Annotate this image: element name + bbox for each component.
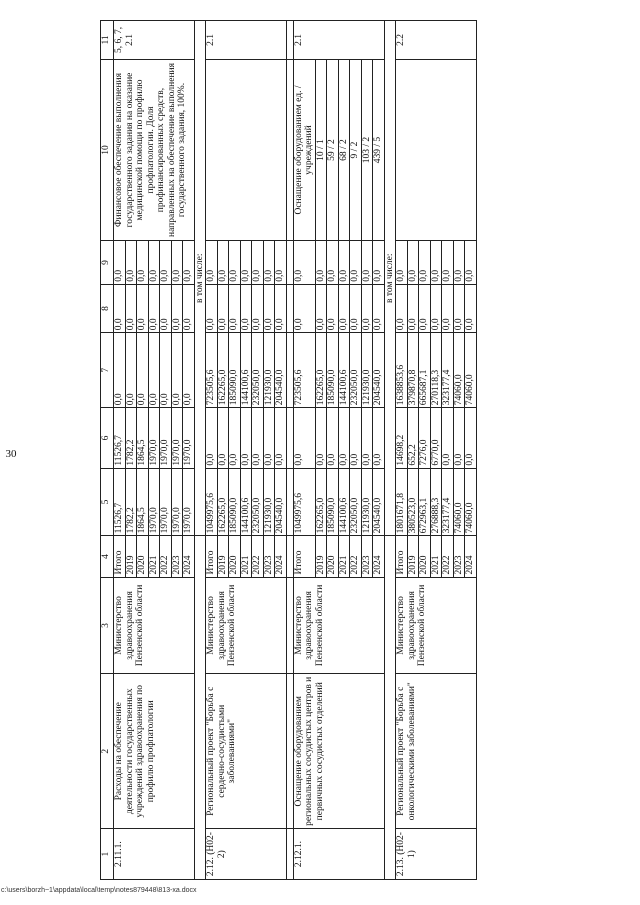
indicator-value: 68 / 2 bbox=[338, 59, 350, 240]
amount-cell: 1049975,6 bbox=[206, 468, 218, 536]
year-cell: 2020 bbox=[327, 536, 339, 577]
amount-cell: 0,0 bbox=[229, 408, 241, 468]
year-cell: 2024 bbox=[183, 536, 195, 577]
amount-cell: 0,0 bbox=[373, 284, 385, 332]
table-body bbox=[114, 21, 477, 880]
amount-cell: 162265,0 bbox=[315, 468, 327, 536]
amount-cell: 0,0 bbox=[373, 408, 385, 468]
amount-cell: 0,0 bbox=[183, 333, 195, 408]
amount-cell: 652,2 bbox=[407, 408, 419, 468]
amount-cell: 144100,6 bbox=[338, 468, 350, 536]
amount-cell: 0,0 bbox=[373, 241, 385, 285]
year-cell: 2023 bbox=[453, 536, 465, 577]
amount-cell: 74060,0 bbox=[465, 333, 477, 408]
amount-cell: 0,0 bbox=[293, 408, 315, 468]
amount-cell: 74060,0 bbox=[453, 333, 465, 408]
year-cell: 2020 bbox=[419, 536, 431, 577]
reference-cell: 2.2 bbox=[396, 21, 477, 60]
amount-cell: 0,0 bbox=[465, 284, 477, 332]
subtotal-label: в том числе: bbox=[194, 21, 206, 536]
indicator-cell bbox=[206, 59, 287, 240]
indicator-value: 59 / 2 bbox=[327, 59, 339, 240]
amount-cell: 0,0 bbox=[206, 241, 218, 285]
amount-cell: 0,0 bbox=[217, 241, 229, 285]
amount-cell: 1970,0 bbox=[171, 468, 183, 536]
amount-cell: 0,0 bbox=[453, 408, 465, 468]
amount-cell: 1970,0 bbox=[171, 408, 183, 468]
spacer-cell bbox=[286, 59, 293, 240]
year-cell: Итого bbox=[396, 536, 408, 577]
item-executor: Министерство здравоохранения Пензенской области bbox=[114, 577, 195, 674]
amount-cell: 0,0 bbox=[315, 241, 327, 285]
indicator-value: 9 / 2 bbox=[350, 59, 362, 240]
subtotal-row bbox=[384, 21, 396, 880]
subtotal-pad bbox=[194, 536, 206, 880]
amount-cell: 672963,1 bbox=[419, 468, 431, 536]
amount-cell: 0,0 bbox=[315, 284, 327, 332]
amount-cell: 0,0 bbox=[419, 241, 431, 285]
item-name: Расходы на обеспечение деятельности государственных учреждений здравоохранения по профилю профпатологии bbox=[114, 674, 195, 829]
amount-cell: 1638853,6 bbox=[396, 333, 408, 408]
amount-cell: 185090,0 bbox=[229, 333, 241, 408]
amount-cell: 185090,0 bbox=[327, 333, 339, 408]
spacer-cell bbox=[286, 408, 293, 468]
amount-cell: 276888,3 bbox=[430, 468, 442, 536]
amount-cell: 0,0 bbox=[137, 333, 149, 408]
amount-cell: 0,0 bbox=[114, 333, 126, 408]
header-cell: 4 bbox=[101, 536, 114, 577]
amount-cell: 14698,2 bbox=[396, 408, 408, 468]
amount-cell: 121930,0 bbox=[263, 468, 275, 536]
amount-cell: 0,0 bbox=[407, 241, 419, 285]
indicator-cell: Финансовое обеспечение выполнения государственного задания на оказание медицинской помощи по профилю профпатологии. Доля профинансированных средств, направленных на обеспечение выполнения государственного задания, 100%. bbox=[114, 59, 195, 240]
amount-cell: 0,0 bbox=[240, 241, 252, 285]
amount-cell: 0,0 bbox=[160, 241, 172, 285]
reference-cell: 2.1 bbox=[293, 21, 384, 60]
amount-cell: 74060,0 bbox=[453, 468, 465, 536]
amount-cell: 185090,0 bbox=[229, 468, 241, 536]
amount-cell: 0,0 bbox=[350, 284, 362, 332]
spacer-cell bbox=[286, 284, 293, 332]
header-cell: 11 bbox=[101, 21, 114, 60]
item-executor: Министерство здравоохранения Пензенской области bbox=[396, 577, 477, 674]
amount-cell: 121930,0 bbox=[361, 333, 373, 408]
amount-cell: 0,0 bbox=[171, 284, 183, 332]
amount-cell: 0,0 bbox=[275, 284, 287, 332]
year-cell: Итого bbox=[293, 536, 315, 577]
year-cell: 2022 bbox=[252, 536, 264, 577]
amount-cell: 0,0 bbox=[160, 333, 172, 408]
amount-cell: 0,0 bbox=[114, 241, 126, 285]
amount-cell: 1970,0 bbox=[183, 468, 195, 536]
amount-cell: 11526,7 bbox=[114, 468, 126, 536]
amount-cell: 0,0 bbox=[125, 284, 137, 332]
spacer-cell bbox=[286, 21, 293, 60]
amount-cell: 0,0 bbox=[217, 284, 229, 332]
amount-cell: 0,0 bbox=[125, 333, 137, 408]
amount-cell: 0,0 bbox=[361, 284, 373, 332]
amount-cell: 0,0 bbox=[240, 408, 252, 468]
year-cell: Итого bbox=[114, 536, 126, 577]
indicator-value: 439 / 5 bbox=[373, 59, 385, 240]
item-number: 2.11.1. bbox=[114, 829, 195, 880]
amount-cell: 0,0 bbox=[171, 241, 183, 285]
header-cell: 3 bbox=[101, 577, 114, 674]
amount-cell: 1049975,6 bbox=[293, 468, 315, 536]
spacer-cell bbox=[286, 536, 293, 577]
amount-cell: 162265,0 bbox=[315, 333, 327, 408]
amount-cell: 0,0 bbox=[263, 408, 275, 468]
amount-cell: 0,0 bbox=[240, 284, 252, 332]
header-cell: 9 bbox=[101, 241, 114, 285]
amount-cell: 0,0 bbox=[442, 408, 454, 468]
amount-cell: 0,0 bbox=[338, 241, 350, 285]
year-cell: 2022 bbox=[160, 536, 172, 577]
amount-cell: 0,0 bbox=[453, 241, 465, 285]
spacer-cell bbox=[286, 829, 293, 880]
year-cell: 2021 bbox=[240, 536, 252, 577]
amount-cell: 1970,0 bbox=[148, 468, 160, 536]
amount-cell: 0,0 bbox=[407, 284, 419, 332]
amount-cell: 162265,0 bbox=[217, 468, 229, 536]
amount-cell: 0,0 bbox=[442, 241, 454, 285]
amount-cell: 0,0 bbox=[206, 408, 218, 468]
subtotal-row bbox=[194, 21, 206, 880]
year-cell: 2019 bbox=[217, 536, 229, 577]
table-row bbox=[206, 21, 218, 880]
amount-cell: 0,0 bbox=[252, 241, 264, 285]
amount-cell: 162265,0 bbox=[217, 333, 229, 408]
amount-cell: 185090,0 bbox=[327, 468, 339, 536]
amount-cell: 0,0 bbox=[263, 284, 275, 332]
amount-cell: 0,0 bbox=[327, 284, 339, 332]
amount-cell: 0,0 bbox=[217, 408, 229, 468]
amount-cell: 0,0 bbox=[350, 408, 362, 468]
amount-cell: 0,0 bbox=[148, 333, 160, 408]
amount-cell: 0,0 bbox=[453, 284, 465, 332]
amount-cell: 6770,0 bbox=[430, 408, 442, 468]
subtotal-pad bbox=[384, 536, 396, 880]
amount-cell: 7276,0 bbox=[419, 408, 431, 468]
amount-cell: 723505,6 bbox=[206, 333, 218, 408]
item-number: 2.12.1. bbox=[293, 829, 384, 880]
amount-cell: 1864,5 bbox=[137, 408, 149, 468]
amount-cell: 1970,0 bbox=[160, 468, 172, 536]
amount-cell: 0,0 bbox=[171, 333, 183, 408]
amount-cell: 204540,0 bbox=[275, 468, 287, 536]
year-cell: 2019 bbox=[315, 536, 327, 577]
amount-cell: 0,0 bbox=[315, 408, 327, 468]
footer-file-path: c:\users\borzh~1\appdata\local\temp\notes879448\813-xa.docx bbox=[1, 887, 197, 894]
amount-cell: 0,0 bbox=[465, 241, 477, 285]
item-name: Региональный проект "Борьба с сердечно-сосудистыми заболеваниями" bbox=[206, 674, 287, 829]
header-cell: 2 bbox=[101, 674, 114, 829]
table-row bbox=[114, 21, 126, 880]
year-cell: 2023 bbox=[171, 536, 183, 577]
amount-cell: 1970,0 bbox=[160, 408, 172, 468]
program-table bbox=[100, 20, 477, 880]
header-cell: 10 bbox=[101, 59, 114, 240]
amount-cell: 0,0 bbox=[148, 284, 160, 332]
page-number: 30 bbox=[5, 448, 17, 460]
spacer-cell bbox=[286, 333, 293, 408]
amount-cell: 0,0 bbox=[465, 408, 477, 468]
amount-cell: 0,0 bbox=[361, 241, 373, 285]
amount-cell: 1782,2 bbox=[125, 408, 137, 468]
amount-cell: 74060,0 bbox=[465, 468, 477, 536]
amount-cell: 0,0 bbox=[137, 284, 149, 332]
indicator-cell bbox=[396, 59, 477, 240]
year-cell: 2021 bbox=[430, 536, 442, 577]
year-cell: 2020 bbox=[229, 536, 241, 577]
amount-cell: 665687,1 bbox=[419, 333, 431, 408]
amount-cell: 0,0 bbox=[396, 284, 408, 332]
year-cell: 2021 bbox=[338, 536, 350, 577]
amount-cell: 0,0 bbox=[327, 241, 339, 285]
amount-cell: 0,0 bbox=[350, 241, 362, 285]
amount-cell: 0,0 bbox=[252, 408, 264, 468]
year-cell: 2021 bbox=[148, 536, 160, 577]
amount-cell: 0,0 bbox=[275, 241, 287, 285]
amount-cell: 121930,0 bbox=[263, 333, 275, 408]
year-cell: 2023 bbox=[263, 536, 275, 577]
amount-cell: 1970,0 bbox=[183, 408, 195, 468]
amount-cell: 0,0 bbox=[430, 241, 442, 285]
year-cell: 2023 bbox=[361, 536, 373, 577]
item-name: Региональный проект "Борьба с онкологическими заболеваниями" bbox=[396, 674, 477, 829]
amount-cell: 0,0 bbox=[137, 241, 149, 285]
amount-cell: 0,0 bbox=[430, 284, 442, 332]
amount-cell: 232050,0 bbox=[252, 468, 264, 536]
amount-cell: 0,0 bbox=[183, 284, 195, 332]
amount-cell: 144100,6 bbox=[240, 468, 252, 536]
header-cell: 7 bbox=[101, 333, 114, 408]
table-row bbox=[396, 21, 408, 880]
amount-cell: 204540,0 bbox=[373, 468, 385, 536]
amount-cell: 0,0 bbox=[419, 284, 431, 332]
year-cell: Итого bbox=[206, 536, 218, 577]
amount-cell: 723505,6 bbox=[293, 333, 315, 408]
amount-cell: 144100,6 bbox=[338, 333, 350, 408]
spacer-cell bbox=[286, 577, 293, 674]
amount-cell: 0,0 bbox=[229, 284, 241, 332]
amount-cell: 0,0 bbox=[396, 241, 408, 285]
year-cell: 2024 bbox=[275, 536, 287, 577]
amount-cell: 0,0 bbox=[229, 241, 241, 285]
year-cell: 2024 bbox=[465, 536, 477, 577]
amount-cell: 0,0 bbox=[338, 284, 350, 332]
header-cell: 6 bbox=[101, 408, 114, 468]
amount-cell: 0,0 bbox=[293, 284, 315, 332]
indicator-value: 103 / 2 bbox=[361, 59, 373, 240]
amount-cell: 0,0 bbox=[327, 408, 339, 468]
amount-cell: 270118,3 bbox=[430, 333, 442, 408]
amount-cell: 232050,0 bbox=[350, 333, 362, 408]
reference-cell: 2.1 bbox=[206, 21, 287, 60]
year-cell: 2022 bbox=[442, 536, 454, 577]
amount-cell: 1782,2 bbox=[125, 468, 137, 536]
table-row bbox=[293, 21, 315, 880]
amount-cell: 204540,0 bbox=[275, 333, 287, 408]
item-name: Оснащение оборудованием региональных сосудистых центров и первичных сосудистых отделений bbox=[293, 674, 384, 829]
amount-cell: 0,0 bbox=[442, 284, 454, 332]
reference-cell: 5, 6, 7, 2.1 bbox=[114, 21, 195, 60]
amount-cell: 11526,7 bbox=[114, 408, 126, 468]
year-cell: 2024 bbox=[373, 536, 385, 577]
amount-cell: 379870,8 bbox=[407, 333, 419, 408]
spacer-row bbox=[286, 21, 293, 880]
amount-cell: 380523,0 bbox=[407, 468, 419, 536]
item-executor: Министерство здравоохранения Пензенской области bbox=[293, 577, 384, 674]
header-cell: 5 bbox=[101, 468, 114, 536]
amount-cell: 1801671,8 bbox=[396, 468, 408, 536]
header-cell: 8 bbox=[101, 284, 114, 332]
amount-cell: 232050,0 bbox=[350, 468, 362, 536]
amount-cell: 144100,6 bbox=[240, 333, 252, 408]
amount-cell: 0,0 bbox=[148, 241, 160, 285]
spacer-cell bbox=[286, 674, 293, 829]
amount-cell: 0,0 bbox=[338, 408, 350, 468]
header-row bbox=[101, 21, 114, 880]
indicator-cell: Оснащение оборудованием ед. / учреждений bbox=[293, 59, 315, 240]
spacer-cell bbox=[286, 468, 293, 536]
spacer-cell bbox=[286, 241, 293, 285]
item-number: 2.12. (Н02-2) bbox=[206, 829, 287, 880]
amount-cell: 0,0 bbox=[206, 284, 218, 332]
amount-cell: 121930,0 bbox=[361, 468, 373, 536]
amount-cell: 0,0 bbox=[275, 408, 287, 468]
amount-cell: 0,0 bbox=[252, 284, 264, 332]
header-cell: 1 bbox=[101, 829, 114, 880]
amount-cell: 0,0 bbox=[125, 241, 137, 285]
amount-cell: 0,0 bbox=[293, 241, 315, 285]
year-cell: 2022 bbox=[350, 536, 362, 577]
amount-cell: 0,0 bbox=[160, 284, 172, 332]
amount-cell: 0,0 bbox=[114, 284, 126, 332]
amount-cell: 323177,4 bbox=[442, 468, 454, 536]
amount-cell: 0,0 bbox=[183, 241, 195, 285]
amount-cell: 0,0 bbox=[361, 408, 373, 468]
amount-cell: 1864,5 bbox=[137, 468, 149, 536]
item-number: 2.13. (Н02-1) bbox=[396, 829, 477, 880]
item-executor: Министерство здравоохранения Пензенской области bbox=[206, 577, 287, 674]
amount-cell: 323177,4 bbox=[442, 333, 454, 408]
year-cell: 2019 bbox=[125, 536, 137, 577]
year-cell: 2019 bbox=[407, 536, 419, 577]
year-cell: 2020 bbox=[137, 536, 149, 577]
amount-cell: 232050,0 bbox=[252, 333, 264, 408]
indicator-value: 10 / 1 bbox=[315, 59, 327, 240]
subtotal-label: в том числе: bbox=[384, 21, 396, 536]
amount-cell: 1970,0 bbox=[148, 408, 160, 468]
amount-cell: 204540,0 bbox=[373, 333, 385, 408]
rotated-table-container bbox=[100, 20, 590, 880]
amount-cell: 0,0 bbox=[263, 241, 275, 285]
